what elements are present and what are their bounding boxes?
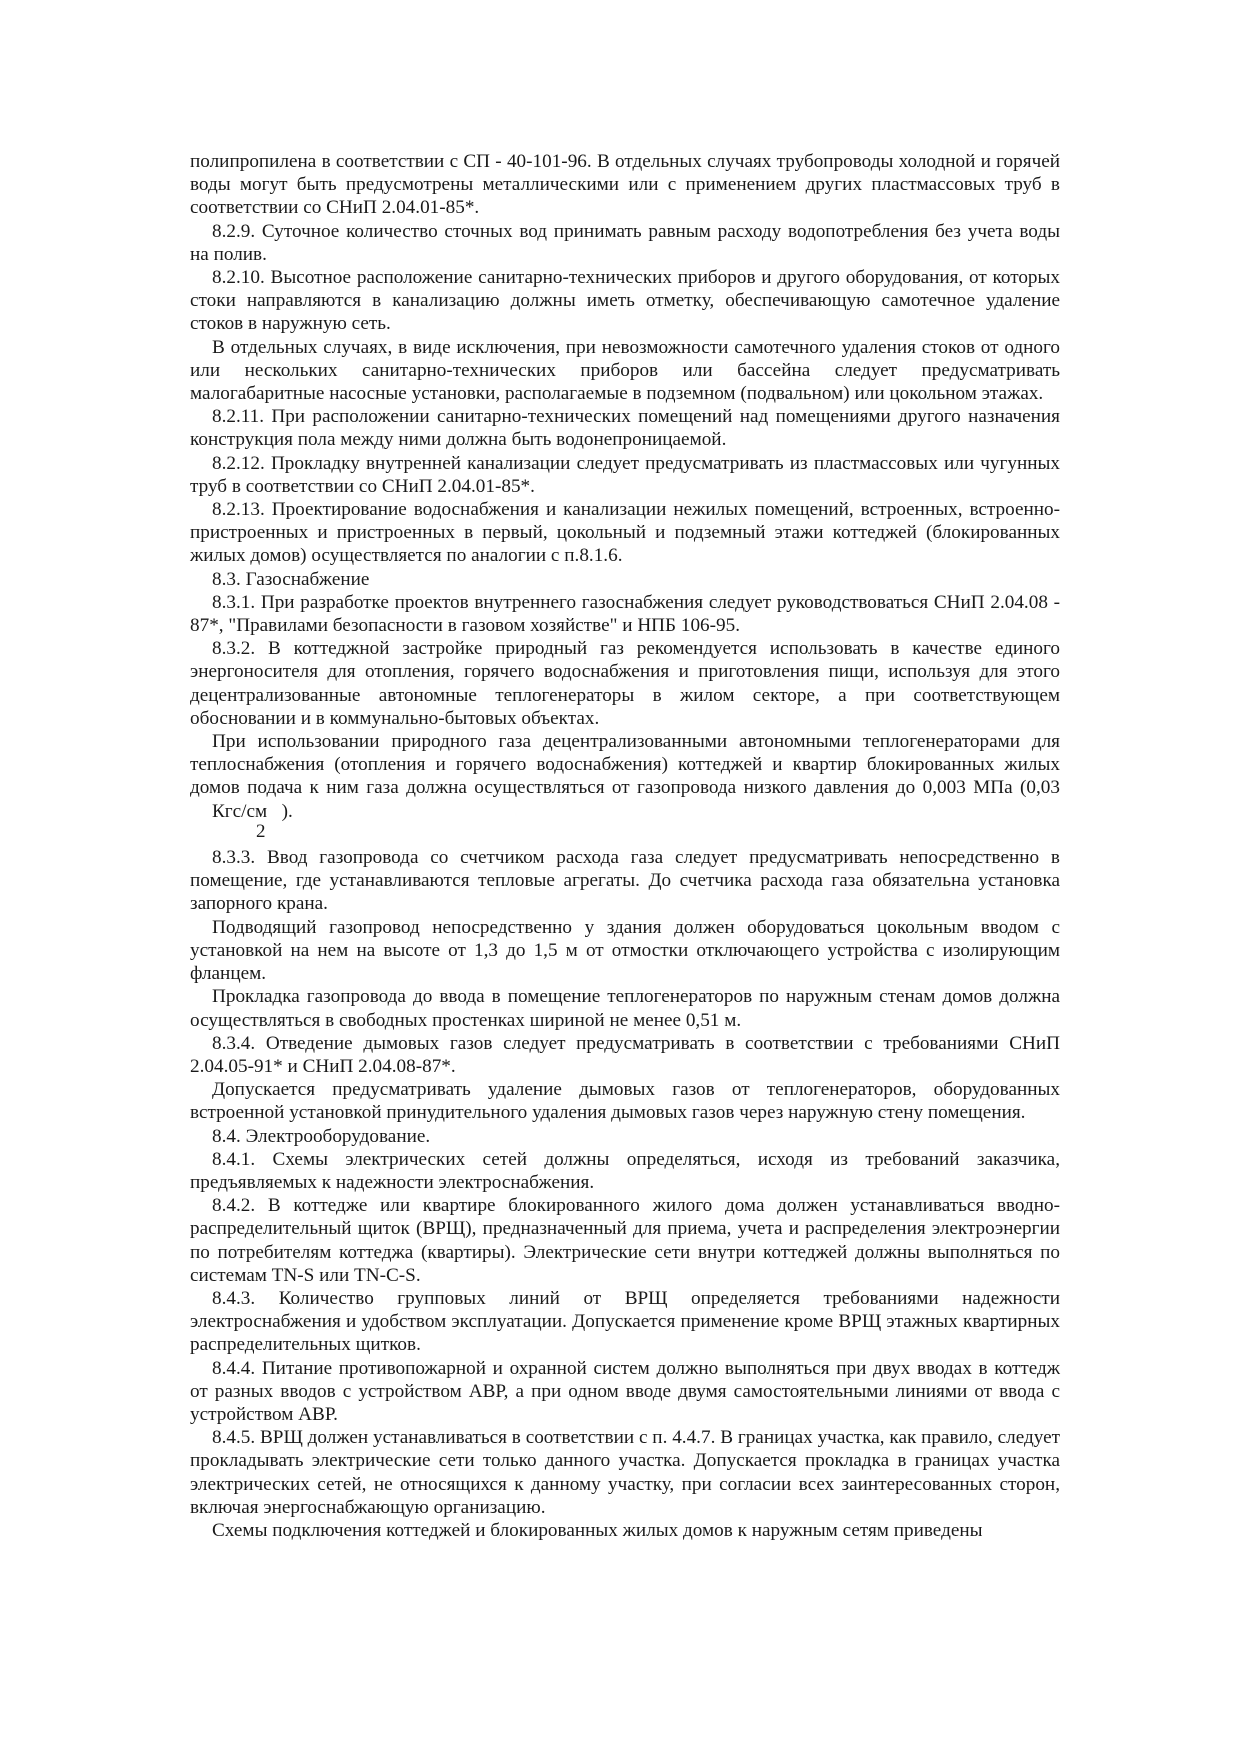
pressure-unit-text: Кгс/см: [212, 800, 268, 822]
gas-paragraph-closing: ).: [281, 800, 293, 822]
paragraph: 8.4.4. Питание противопожарной и охранной систем должно выполняться при двух вводах в коттедж от разных вводов с устройством АВР, а при одном вводе двумя самостоятельными линиями от ввода с устройством АВР.: [190, 1357, 1060, 1425]
section-heading: 8.4. Электрооборудование.: [212, 1125, 431, 1147]
paragraph: 8.2.10. Высотное расположение санитарно-технических приборов и другого оборудования, от которых стоки направляются в канализацию должны иметь отметку, обеспечивающую самотечное удаление стоков в наружную сеть.: [190, 267, 1060, 335]
pressure-unit: [190, 800, 268, 842]
paragraph: Допускается предусматривать удаление дымовых газов от теплогенераторов, оборудованных встроенной установкой принудительного удаления дымовых газов через наружную стену помещения.: [190, 1079, 1060, 1124]
pressure-unit-exponent: 2: [256, 820, 266, 842]
paragraph: 8.2.11. При расположении санитарно-технических помещений над помещениями другого назначения конструкция пола между ними должна быть водонепроницаемой.: [190, 406, 1060, 451]
paragraph: 8.2.9. Суточное количество сточных вод принимать равным расходу водопотребления без учета воды на полив.: [190, 220, 1060, 265]
gas-paragraph-text: При использовании природного газа децентрализованными автономными теплогенераторами для теплоснабжения (отопления и горячего водоснабжения) коттеджей и квартир блокированных жилых домов подача к ним газа должна осуществляться от газопровода низкого давления до 0,003 МПа (0,03: [190, 731, 1060, 799]
paragraph: В отдельных случаях, в виде исключения, при невозможности самотечного удаления стоков от одного или нескольких санитарно-технических приборов или бассейна следует предусматривать малогабаритные насосные установки, располагаемые в подземном (подвальном) или цокольном этажах.: [190, 336, 1060, 405]
gas-pressure-paragraph: [190, 730, 1060, 842]
paragraph: 8.4.1. Схемы электрических сетей должны определяться, исходя из требований заказчика, предъявляемых к надежности электроснабжения.: [190, 1148, 1060, 1193]
paragraph: 8.2.13. Проектирование водоснабжения и канализации нежилых помещений, встроенных, встроенно-пристроенных и пристроенных в первый, цокольный и подземный этажи коттеджей (блокированных жилых домов) осуществляется по аналогии с п.8.1.6.: [190, 499, 1060, 567]
paragraph: 8.4.2. В коттедже или квартире блокированного жилого дома должен устанавливаться вводно-распределительный щиток (ВРЩ), предназначенный для приема, учета и распределения электроэнергии по потребителям коттеджа (квартиры). Электрические сети внутри коттеджей должны выполняться по системам TN-S или TN-C-S.: [190, 1195, 1060, 1286]
paragraph: 8.3.1. При разработке проектов внутреннего газоснабжения следует руководствоваться СНиП 2.04.08 - 87*, "Правилами безопасности в газовом хозяйстве" и НПБ 106-95.: [190, 591, 1060, 637]
paragraph: полипропилена в соответствии с СП - 40-101-96. В отдельных случаях трубопроводы холодной и горячей воды могут быть предусмотрены металлическими или с применением других пластмассовых труб в соответствии со СНиП 2.04.01-85*.: [190, 151, 1060, 219]
paragraph: Схемы подключения коттеджей и блокированных жилых домов к наружным сетям приведены: [212, 1519, 983, 1541]
paragraph: 8.3.2. В коттеджной застройке природный газ рекомендуется использовать в качестве единого энергоносителя для отопления, горячего водоснабжения и приготовления пищи, используя для этого децентрализованные автономные теплогенераторы в жилом секторе, а при соответствующем обосновании и в коммунально-бытовых объектах.: [190, 638, 1060, 729]
paragraph: 8.4.5. ВРЩ должен устанавливаться в соответствии с п. 4.4.7. В границах участка, как правило, следует прокладывать электрические сети только данного участка. Допускается прокладка в границах участка электрических сетей, не относящихся к данному участку, при согласии всех заинтересованных сторон, включая энергоснабжающую организацию.: [190, 1427, 1060, 1518]
paragraph: Подводящий газопровод непосредственно у здания должен оборудоваться цокольным вводом с установкой на нем на высоте от 1,3 до 1,5 м от отмостки отключающего устройства с изолирующим фланцем.: [190, 916, 1060, 985]
paragraph: 8.4.3. Количество групповых линий от ВРЩ определяется требованиями надежности электроснабжения и удобством эксплуатации. Допускается применение кроме ВРЩ этажных квартирных распределительных щитков.: [190, 1287, 1060, 1356]
paragraph: 8.2.12. Прокладку внутренней канализации следует предусматривать из пластмассовых или чугунных труб в соответствии со СНиП 2.04.01-85*.: [190, 452, 1060, 497]
paragraph: 8.3.4. Отведение дымовых газов следует предусматривать в соответствии с требованиями СНиП 2.04.05-91* и СНиП 2.04.08-87*.: [190, 1032, 1060, 1077]
section-heading: 8.3. Газоснабжение: [212, 568, 370, 590]
paragraph: Прокладка газопровода до ввода в помещение теплогенераторов по наружным стенам домов должна осуществляться в свободных простенках шириной не менее 0,51 м.: [190, 986, 1060, 1031]
paragraph: 8.3.3. Ввод газопровода со счетчиком расхода газа следует предусматривать непосредственно в помещение, где устанавливаются тепловые агрегаты. До счетчика расхода газа обязательна установка запорного крана.: [190, 847, 1060, 915]
document-body: [190, 150, 1060, 1542]
